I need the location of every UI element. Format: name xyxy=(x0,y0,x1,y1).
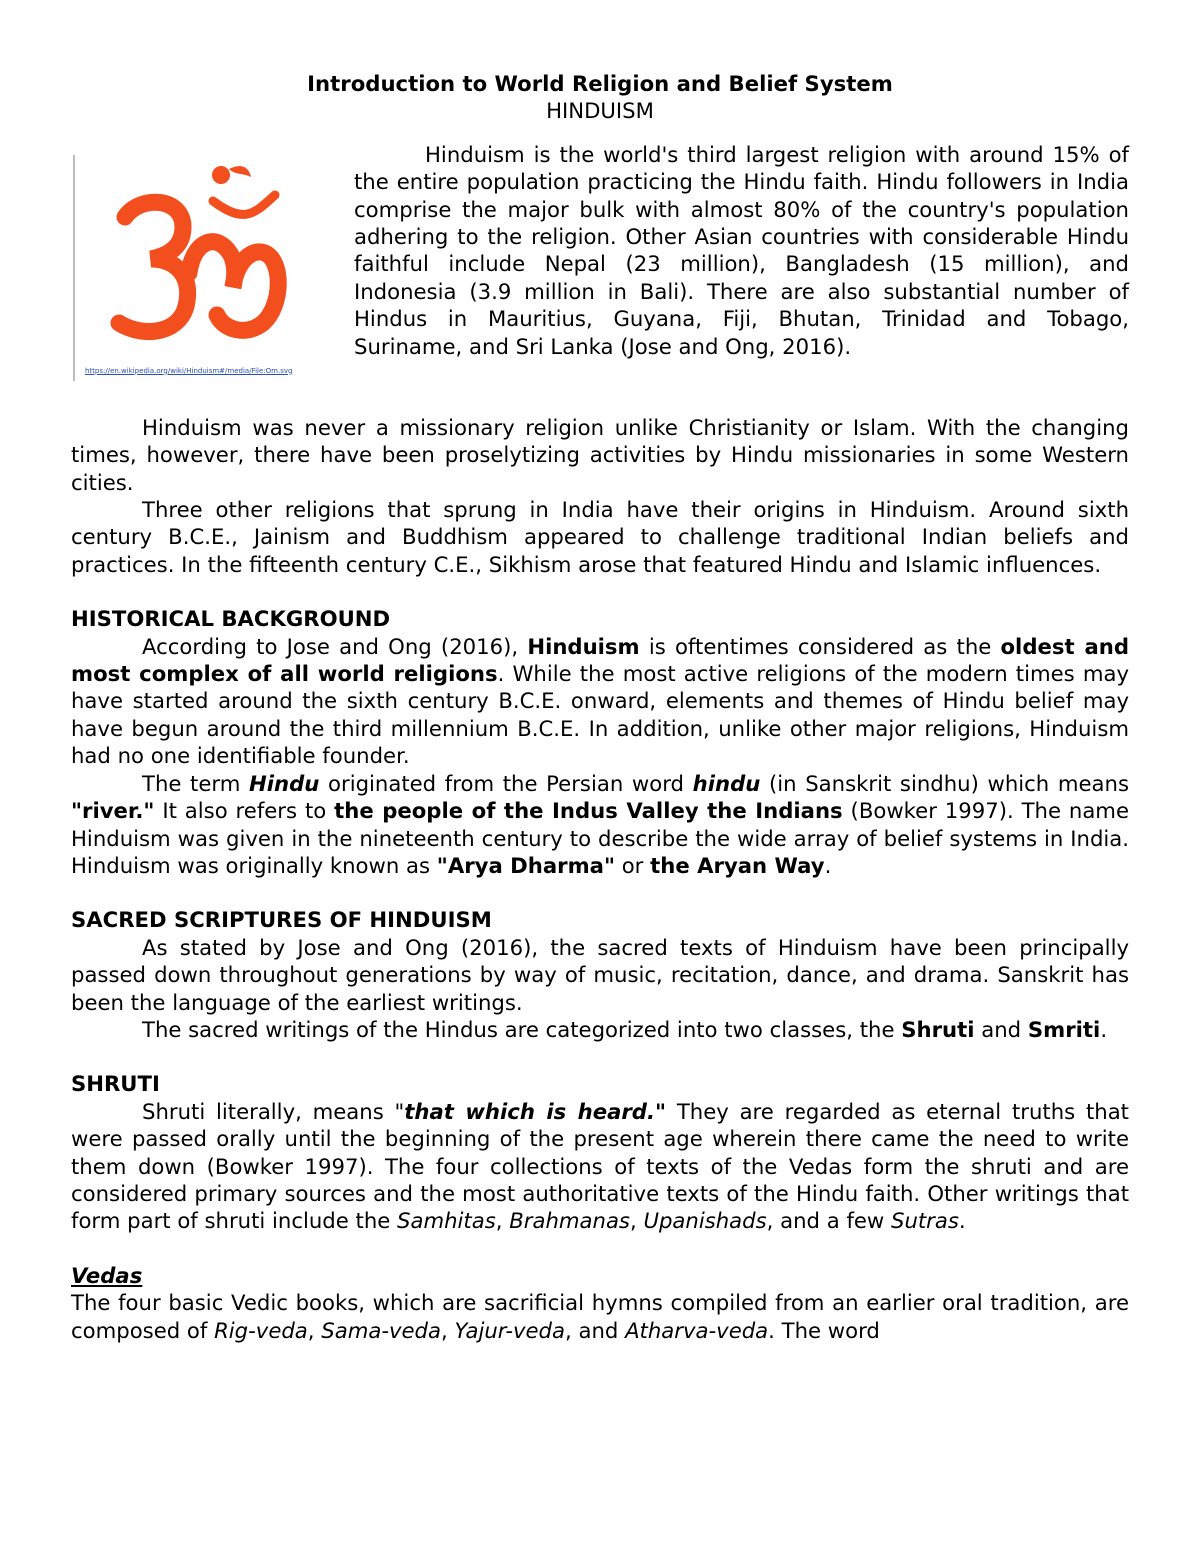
document-page xyxy=(71,70,1129,1344)
intro-paragraph-1: Hinduism is the world's third largest religion with around 15% of the entire population practicing the Hindu faith. Hindu followers in India comprise the major bulk with almost 80% of the country's population adhering to the religion. Other Asian countries with considerable Hindu faithful include Nepal (23 million), Bangladesh (15 million), and Indonesia (3.9 million in Bali). There are also substantial number of Hindus in Mauritius, Guyana, Fiji, Bhutan, Trinidad and Tobago, Suriname, and Sri Lanka (Jose and Ong, 2016). xyxy=(354,141,1129,359)
document-subtitle: HINDUISM xyxy=(546,98,654,124)
intro-paragraph-3: Three other religions that sprung in India have their origins in Hinduism. Around sixth century B.C.E., Jainism and Buddhism appeared to challenge traditional Indian beliefs and practices. In the fifteenth century C.E., Sikhism arose that featured Hindu and Islamic influences. xyxy=(71,497,1129,577)
historical-paragraph-2: The term Hindu originated from the Persian word hindu (in Sanskrit sindhu) which means "river." It also refers to the people of the Indus Valley the Indians (Bowker 1997). The name Hinduism was given in the nineteenth century to describe the wide array of belief systems in India. Hinduism was originally known as "Arya Dharma" or the Aryan Way. xyxy=(71,770,1129,878)
image-source-link[interactable]: https://en.wikipedia.org/wiki/Hinduism#/media/File:Om.svg xyxy=(85,366,293,375)
scriptures-heading: SACRED SCRIPTURES OF HINDUISM xyxy=(71,907,492,933)
historical-paragraph-1: According to Jose and Ong (2016), Hinduism is oftentimes considered as the oldest and most complex of all world religions. While the most active religions of the modern times may have started around the sixth century B.C.E. onward, elements and themes of Hindu belief may have begun around the third millennium B.C.E. In addition, unlike other major religions, Hinduism had no one identifiable founder. xyxy=(71,633,1130,769)
shruti-paragraph-1: Shruti literally, means "that which is heard." They are regarded as eternal truths that were passed orally until the beginning of the present age wherein there came the need to write them down (Bowker 1997). The four collections of texts of the Vedas form the shruti and are considered primary sources and the most authoritative texts of the Hindu faith. Other writings that form part of shruti include the Samhitas, Brahmanas, Upanishads, and a few Sutras. xyxy=(71,1098,1129,1234)
vedas-heading: Vedas xyxy=(71,1262,143,1288)
historical-heading: HISTORICAL BACKGROUND xyxy=(71,606,391,632)
om-symbol-icon xyxy=(105,155,295,355)
document-title: Introduction to World Religion and Belief System xyxy=(307,71,893,96)
intro-paragraph-2: Hinduism was never a missionary religion unlike Christianity or Islam. With the changing times, however, there have been proselytizing activities by Hindu missionaries in some Western cities. xyxy=(71,414,1129,495)
scriptures-paragraph-1: As stated by Jose and Ong (2016), the sacred texts of Hinduism have been principally passed down throughout generations by way of music, recitation, dance, and drama. Sanskrit has been the language of the earliest writings. xyxy=(71,934,1129,1015)
shruti-heading: SHRUTI xyxy=(71,1071,160,1097)
intro-section xyxy=(71,141,1129,387)
scriptures-paragraph-2: The sacred writings of the Hindus are categorized into two classes, the Shruti and Smriti. xyxy=(142,1016,1108,1042)
om-figure xyxy=(73,155,323,381)
vedas-paragraph-1: The four basic Vedic books, which are sacrificial hymns compiled from an earlier oral tradition, are composed of Rig-veda, Sama-veda, Yajur-veda, and Atharva-veda. The word xyxy=(71,1290,1129,1343)
